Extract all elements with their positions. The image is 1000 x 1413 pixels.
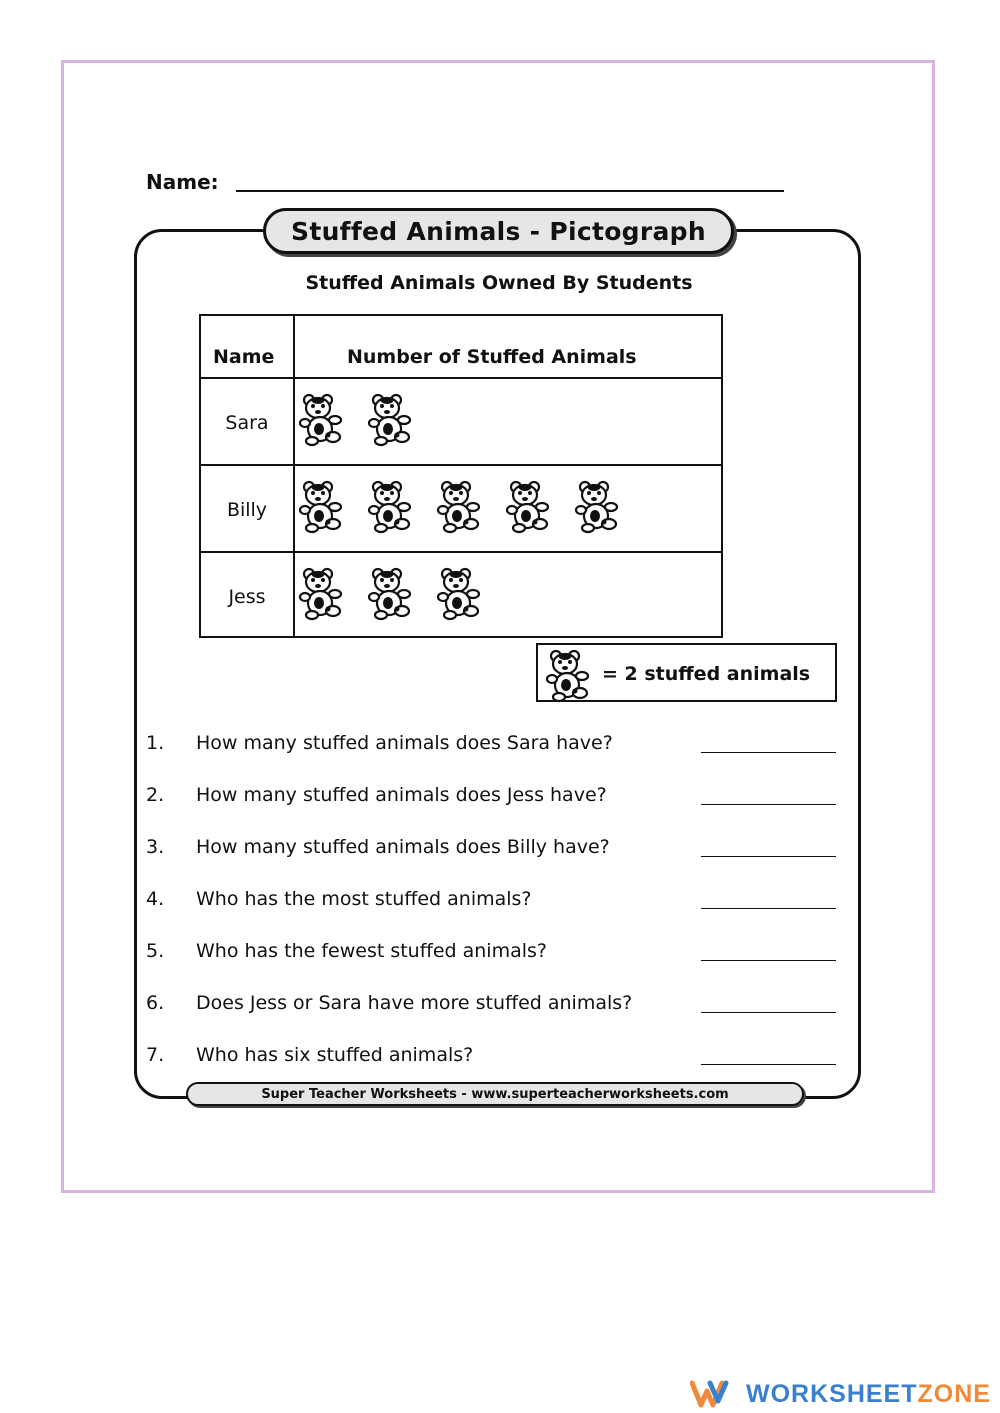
key-text: = 2 stuffed animals <box>602 662 811 685</box>
question-text: Who has the most stuffed animals? <box>196 888 532 910</box>
table-row-jess <box>201 551 721 640</box>
table-row-billy <box>201 464 721 553</box>
pictograph-key <box>536 643 837 702</box>
brand-name <box>746 1380 991 1409</box>
name-row <box>146 170 786 200</box>
answer-line[interactable] <box>701 856 836 857</box>
brand-name-part1: WORKSHEET <box>746 1379 918 1408</box>
teddy-bear-icon <box>297 391 349 447</box>
row-name: Sara <box>225 411 269 434</box>
teddy-bear-icon <box>504 478 556 534</box>
answer-line[interactable] <box>701 1012 836 1013</box>
teddy-bear-icon <box>297 565 349 621</box>
header-count: Number of Stuffed Animals <box>347 346 637 368</box>
question-text: Who has six stuffed animals? <box>196 1044 474 1066</box>
question-number: 3. <box>146 836 165 858</box>
row-name: Billy <box>226 498 268 521</box>
question-text: How many stuffed animals does Sara have? <box>196 732 613 754</box>
question-text: Who has the fewest stuffed animals? <box>196 940 547 962</box>
question-number: 6. <box>146 992 165 1014</box>
question-text: How many stuffed animals does Jess have? <box>196 784 607 806</box>
worksheet-title: Stuffed Animals - Pictograph <box>263 208 734 254</box>
teddy-bear-icon <box>366 565 418 621</box>
teddy-bear-icon <box>366 391 418 447</box>
answer-line[interactable] <box>701 908 836 909</box>
row-name: Jess <box>228 585 266 608</box>
answer-line[interactable] <box>701 960 836 961</box>
name-label: Name: <box>146 170 219 194</box>
teddy-bear-icon <box>297 478 349 534</box>
worksheetzone-w-logo-icon <box>690 1379 734 1409</box>
question-number: 4. <box>146 888 165 910</box>
table-row-sara <box>201 377 721 466</box>
question-text: Does Jess or Sara have more stuffed animals? <box>196 992 633 1014</box>
teddy-bear-icon <box>544 647 596 703</box>
answer-line[interactable] <box>701 752 836 753</box>
teddy-bear-icon <box>366 478 418 534</box>
answer-line[interactable] <box>701 804 836 805</box>
chart-title: Stuffed Animals Owned By Students <box>305 272 693 294</box>
pictograph-table <box>199 314 723 638</box>
teddy-bear-icon <box>435 478 487 534</box>
teddy-bear-icon <box>435 565 487 621</box>
question-number: 1. <box>146 732 165 754</box>
teddy-bear-icon <box>573 478 625 534</box>
name-answer-line[interactable] <box>236 190 784 192</box>
question-number: 5. <box>146 940 165 962</box>
header-name: Name <box>213 346 275 368</box>
question-number: 7. <box>146 1044 165 1066</box>
answer-line[interactable] <box>701 1064 836 1065</box>
question-number: 2. <box>146 784 165 806</box>
question-text: How many stuffed animals does Billy have? <box>196 836 610 858</box>
worksheet-footer: Super Teacher Worksheets - www.superteacherworksheets.com <box>186 1082 804 1106</box>
brand-name-part2: ZONE <box>917 1379 991 1408</box>
worksheetzone-brand[interactable] <box>690 1376 991 1412</box>
